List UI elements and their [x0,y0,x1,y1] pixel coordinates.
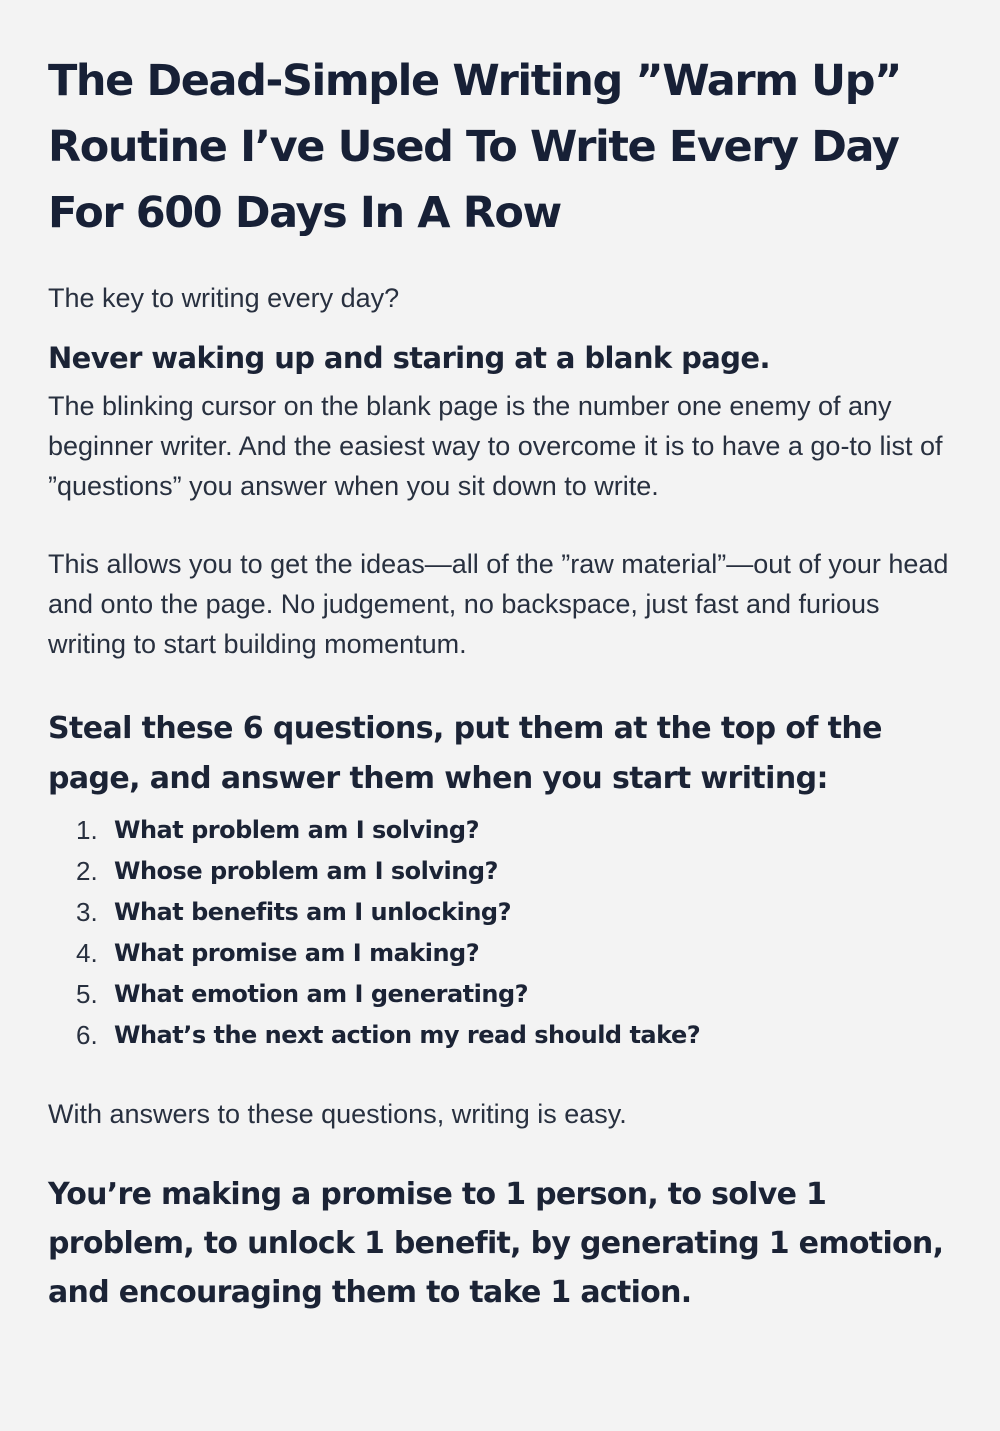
question-text: What’s the next action my read should take? [114,1021,701,1049]
question-number: 3. [76,897,98,927]
questions-list [48,810,952,1056]
intro-text: The key to writing every day? [48,283,400,313]
article-title: The Dead-Simple Writing ”Warm Up” Routine I’ve Used To Write Every Day For 600 Days In A Row [48,56,901,238]
questions-heading: Steal these 6 questions, put them at the top of the page, and answer them when you start writing: [48,711,882,796]
body-paragraph-1: The blinking cursor on the blank page is the number one enemy of any beginner writer. And the easiest way to overcome it is to have a go-to list of ”questions” you answer when you sit down to write. [48,391,943,501]
question-item [76,892,952,933]
question-number: 5. [76,979,98,1009]
question-text: What benefits am I unlocking? [114,898,512,926]
question-number: 2. [76,856,98,886]
question-text: What problem am I solving? [114,816,480,844]
question-item [76,851,952,892]
question-item [76,1015,952,1056]
question-number: 1. [76,815,98,845]
body-paragraph-2: This allows you to get the ideas—all of the ”raw material”—out of your head and onto the page. No judgement, no backspace, just fast and furious writing to start building momentum. [48,549,949,659]
question-item [76,974,952,1015]
question-number: 6. [76,1020,98,1050]
subheading: Never waking up and staring at a blank page. [48,341,770,375]
closing-statement: You’re making a promise to 1 person, to solve 1 problem, to unlock 1 benefit, by generating 1 emotion, and encouraging them to take 1 action. [48,1177,944,1310]
question-number: 4. [76,938,98,968]
question-text: Whose problem am I solving? [114,857,498,885]
outro-text: With answers to these questions, writing is easy. [48,1099,627,1129]
question-text: What emotion am I generating? [114,980,529,1008]
article [48,48,952,1317]
question-item [76,933,952,974]
question-item [76,810,952,851]
question-text: What promise am I making? [114,939,480,967]
